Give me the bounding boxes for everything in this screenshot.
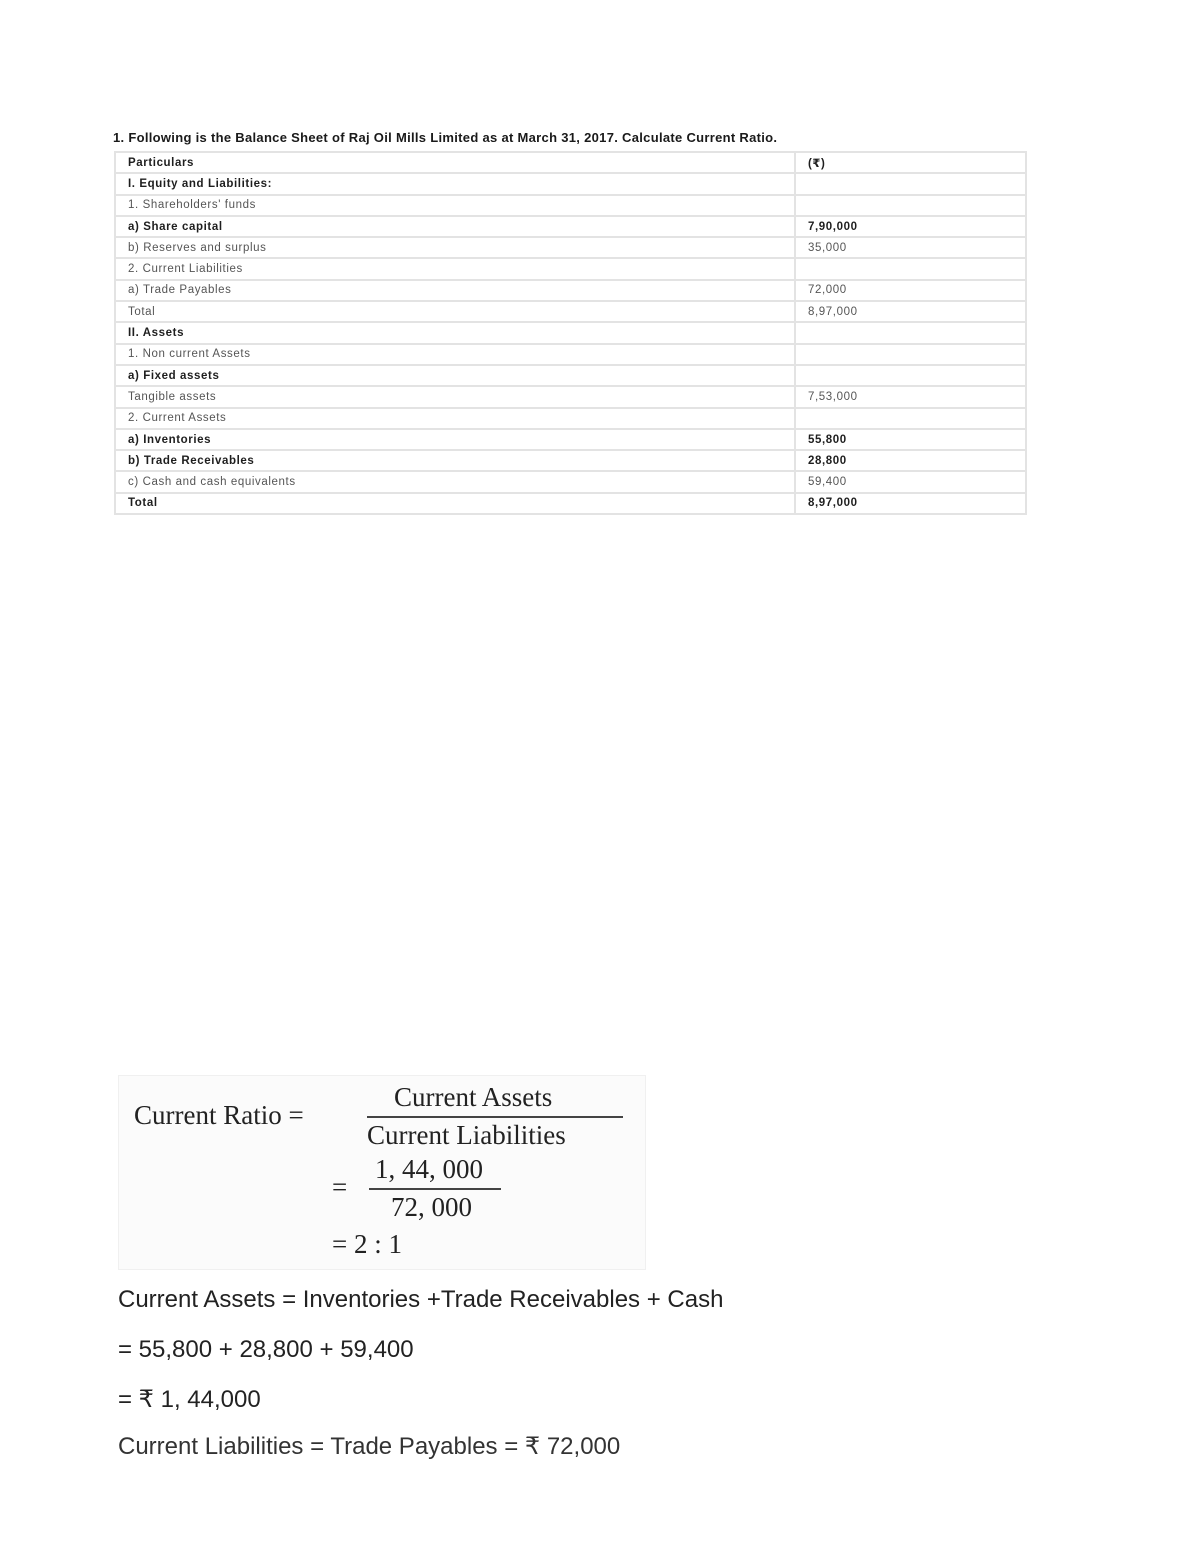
formula-equals-2: = [332, 1172, 348, 1202]
fraction-bar-1 [367, 1116, 623, 1118]
formula-denominator-1: Current Liabilities [367, 1120, 566, 1150]
table-row [115, 322, 1026, 343]
table-row [115, 173, 1026, 194]
table-row [115, 408, 1026, 429]
table-header-row [115, 152, 1026, 173]
row-label: Total [115, 301, 795, 322]
formula-denominator-2: 72, 000 [391, 1192, 472, 1222]
table-row [115, 216, 1026, 237]
row-amount [795, 365, 1026, 386]
row-amount [795, 344, 1026, 365]
table-row [115, 258, 1026, 279]
row-amount [795, 173, 1026, 194]
row-label: II. Assets [115, 322, 795, 343]
row-label: a) Share capital [115, 216, 795, 237]
current-ratio-formula [118, 1075, 646, 1270]
formula-lhs: Current Ratio = [134, 1100, 304, 1130]
fraction-bar-2 [369, 1188, 501, 1190]
formula-result: = 2 : 1 [332, 1229, 402, 1259]
row-amount: 72,000 [795, 280, 1026, 301]
row-label: I. Equity and Liabilities: [115, 173, 795, 194]
row-amount: 59,400 [795, 471, 1026, 492]
header-amount: (₹) [795, 152, 1026, 173]
row-amount: 28,800 [795, 450, 1026, 471]
row-label: c) Cash and cash equivalents [115, 471, 795, 492]
row-label: Total [115, 493, 795, 514]
header-particulars: Particulars [115, 152, 795, 173]
table-row [115, 429, 1026, 450]
row-label: 2. Current Assets [115, 408, 795, 429]
table-row [115, 195, 1026, 216]
row-amount: 8,97,000 [795, 493, 1026, 514]
table-row [115, 365, 1026, 386]
row-label: a) Inventories [115, 429, 795, 450]
table-row [115, 344, 1026, 365]
row-amount: 55,800 [795, 429, 1026, 450]
table-row [115, 471, 1026, 492]
row-label: b) Trade Receivables [115, 450, 795, 471]
row-label: 1. Shareholders' funds [115, 195, 795, 216]
formula-numerator-2: 1, 44, 000 [375, 1154, 483, 1184]
row-amount [795, 408, 1026, 429]
row-label: 1. Non current Assets [115, 344, 795, 365]
balance-sheet-table [114, 151, 1027, 515]
row-amount: 7,90,000 [795, 216, 1026, 237]
table-row [115, 450, 1026, 471]
row-amount [795, 322, 1026, 343]
row-amount: 7,53,000 [795, 386, 1026, 407]
calc-line-3: = ₹ 1, 44,000 [118, 1386, 261, 1413]
calc-line-1: Current Assets = Inventories +Trade Receivables + Cash [118, 1286, 724, 1313]
table-row [115, 237, 1026, 258]
row-label: a) Fixed assets [115, 365, 795, 386]
row-label: Tangible assets [115, 386, 795, 407]
row-amount: 8,97,000 [795, 301, 1026, 322]
calc-line-4: Current Liabilities = Trade Payables = ₹ 72,000 [118, 1433, 621, 1460]
table-row [115, 280, 1026, 301]
calc-line-4-cropped [110, 1433, 810, 1460]
row-amount [795, 195, 1026, 216]
table-row [115, 301, 1026, 322]
row-amount: 35,000 [795, 237, 1026, 258]
row-label: 2. Current Liabilities [115, 258, 795, 279]
table-row [115, 493, 1026, 514]
formula-numerator-1: Current Assets [394, 1082, 553, 1112]
table-row [115, 386, 1026, 407]
row-label: b) Reserves and surplus [115, 237, 795, 258]
question-text: 1. Following is the Balance Sheet of Raj Oil Mills Limited as at March 31, 2017. Calculate Current Ratio. [113, 130, 778, 145]
calc-line-2: = 55,800 + 28,800 + 59,400 [118, 1336, 414, 1363]
row-label: a) Trade Payables [115, 280, 795, 301]
row-amount [795, 258, 1026, 279]
